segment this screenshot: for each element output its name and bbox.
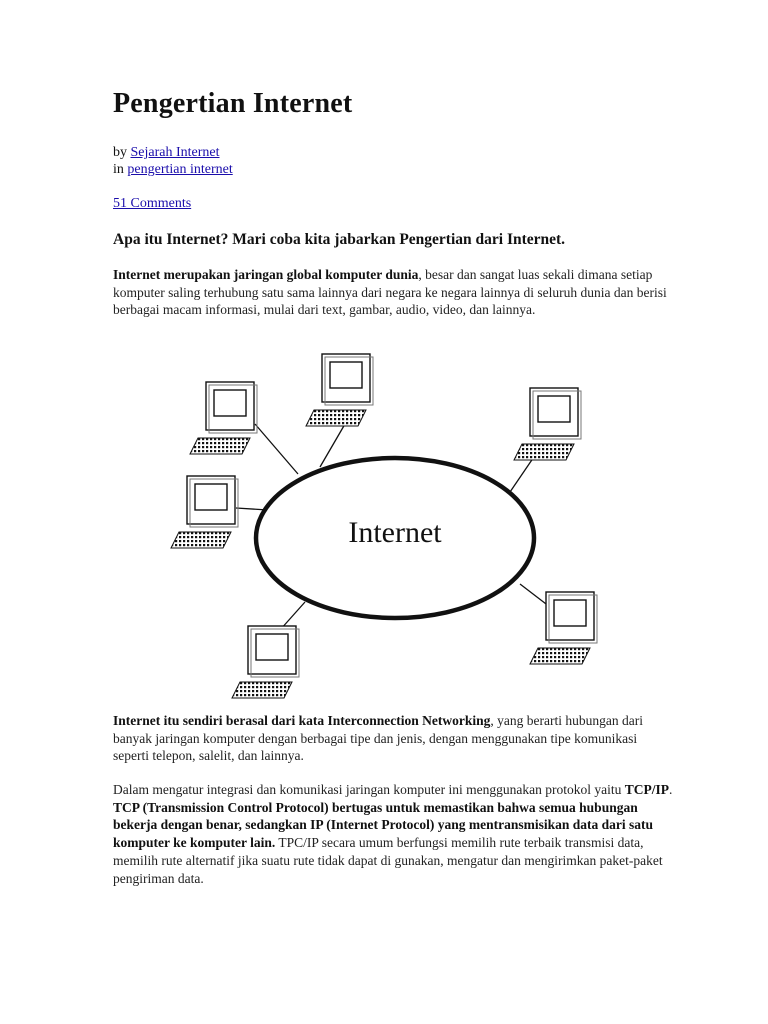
paragraph-3-bold-a: TCP/IP (624, 782, 670, 797)
computer-icon (171, 476, 238, 548)
paragraph-1 (113, 266, 673, 319)
paragraph-2-text: , yang berarti hubungan dari banyak jaringan komputer dengan berbagai tipe dan jenis, dengan menggunakan tipe komunikasi seperti telepon, salelit, dan lainnya. (113, 713, 643, 764)
comments-line (113, 196, 191, 212)
byline (113, 144, 220, 161)
paragraph-3-text-e: TPC/IP secara umum berfungsi memilih rute terbaik transmisi data, memilih rute alternatif jika suatu rute tidak dapat di gunakan, mengatur dan mengirimkan paket-paket pengiriman data. (113, 835, 663, 886)
lead-heading: Apa itu Internet? Mari coba kita jabarkan Pengertian dari Internet. (113, 231, 566, 248)
internet-label: Internet (348, 516, 442, 549)
author-link[interactable]: Sejarah Internet (130, 145, 220, 160)
page-title: Pengertian Internet (113, 88, 353, 119)
comments-link[interactable]: 51 Comments (113, 196, 192, 211)
category-link[interactable]: pengertian internet (127, 162, 233, 177)
paragraph-1-text: , besar dan sangat luas sekali dimana setiap komputer saling terhubung satu sama lainnya dari negara ke negara lainnya di seluruh dunia dan berisi berbagai macam informasi, mulai dari text, gambar, audio, video, dan lainnya. (113, 267, 667, 318)
connection-line (320, 424, 345, 467)
internet-network-diagram (0, 340, 768, 710)
computer-icon (530, 592, 597, 664)
connection-line (255, 424, 298, 474)
computer-icon (190, 382, 257, 454)
paragraph-3-bold-b: TCP (Transmission Control Protocol) bertugas untuk memastikan bahwa semua hubungan bekerja dengan benar, sedangkan IP (Internet Protocol) yang mentransmisikan data dari satu komputer ke komputer lain. (113, 799, 654, 851)
computer-icon (232, 626, 299, 698)
paragraph-2 (113, 712, 673, 765)
category-line (113, 161, 233, 178)
paragraph-3-text-a: Dalam mengatur integrasi dan komunikasi jaringan komputer ini menggunakan protokol yaitu (113, 782, 625, 797)
paragraph-3-text-c: . (669, 782, 673, 797)
in-prefix: in (113, 162, 124, 177)
paragraph-1-bold: Internet merupakan jaringan global komputer dunia (113, 267, 419, 282)
paragraph-3 (113, 781, 673, 887)
by-prefix: by (113, 145, 127, 160)
computer-icon (306, 354, 373, 426)
computer-icon (514, 388, 581, 460)
paragraph-2-bold: Internet itu sendiri berasal dari kata Interconnection Networking (113, 713, 491, 728)
